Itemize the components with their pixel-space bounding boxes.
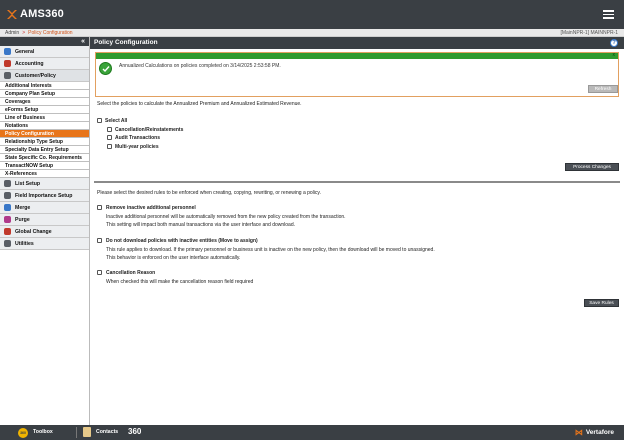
- multi-year-policies-checkbox[interactable]: [107, 144, 112, 149]
- sidebar-item-label: Merge: [15, 204, 31, 211]
- sidebar-subitem-additional-interests[interactable]: Additional Interests: [0, 82, 89, 90]
- contacts-label[interactable]: Contacts: [96, 429, 119, 435]
- breadcrumb: [5, 30, 73, 36]
- sidebar-item-accounting[interactable]: [0, 58, 89, 70]
- rules-intro: Please select the desired rules to be enforced when creating, copying, rewriting, or renewing a policy.: [97, 190, 321, 196]
- calculator-icon: [4, 60, 11, 67]
- audit-transactions-checkbox[interactable]: [107, 135, 112, 140]
- hamburger-menu-icon[interactable]: [603, 10, 614, 19]
- sidebar-subitem-specialty-data-entry-setup[interactable]: Specialty Data Entry Setup: [0, 146, 89, 154]
- help-icon[interactable]: ?: [610, 39, 618, 47]
- breadcrumb-separator: >: [22, 30, 26, 36]
- multi-year-policies-label: Multi-year policies: [115, 144, 159, 150]
- sidebar-item-purge[interactable]: [0, 214, 89, 226]
- cancellation-reinstatements-checkbox[interactable]: [107, 127, 112, 132]
- app-name: AMS360: [20, 8, 64, 20]
- sidebar-subitem-policy-configuration[interactable]: Policy Configuration: [0, 130, 89, 138]
- sidebar-item-list-setup[interactable]: [0, 178, 89, 190]
- audit-transactions-label: Audit Transactions: [115, 135, 161, 141]
- rule-description: When checked this will make the cancellation reason field required: [106, 279, 254, 285]
- sidebar-item-label: General: [15, 48, 35, 55]
- sidebar-subitem-x-references[interactable]: X-References: [0, 170, 89, 178]
- sidebar-item-label: Global Change: [15, 228, 52, 235]
- sidebar-subitem-eforms-setup[interactable]: eForms Setup: [0, 106, 89, 114]
- breadcrumb-bar: [0, 29, 624, 37]
- sidebar-item-label: Utilities: [15, 240, 34, 247]
- remove-inactive-personnel-checkbox[interactable]: [97, 205, 102, 210]
- process-changes-button[interactable]: Process Changes: [565, 163, 619, 171]
- brand-360-mark: 360: [128, 427, 142, 436]
- sidebar-item-global-change[interactable]: [0, 226, 89, 238]
- rule-description: This rule applies to download. If the primary personnel or business unit is inactive on the new policy, then the download will be moved to unassigned.: [106, 247, 435, 253]
- utilities-icon: [4, 240, 11, 247]
- global-change-icon: [4, 228, 11, 235]
- notice-close-icon[interactable]: x: [612, 52, 615, 58]
- purge-icon: [4, 216, 11, 223]
- cancellation-reinstatements-label: Cancellation/Reinstatements: [115, 127, 184, 133]
- app-logo[interactable]: [7, 8, 64, 20]
- bottom-bar: [0, 425, 624, 440]
- cancellation-reason-label: Cancellation Reason: [106, 270, 156, 276]
- sidebar-subitem-transactnow-setup[interactable]: TransactNOW Setup: [0, 162, 89, 170]
- section-divider: [94, 181, 620, 183]
- remove-inactive-personnel-label: Remove inactive additional personnel: [106, 205, 196, 211]
- select-all-checkbox[interactable]: [97, 118, 102, 123]
- breadcrumb-root[interactable]: Admin: [5, 30, 20, 36]
- refresh-button[interactable]: Refresh: [588, 85, 618, 93]
- toolbox-icon[interactable]: 360: [18, 428, 28, 438]
- success-check-icon: [99, 62, 112, 75]
- sidebar-subitem-coverages[interactable]: Coverages: [0, 98, 89, 106]
- sidebar-item-general[interactable]: [0, 46, 89, 58]
- sidebar-item-label: Purge: [15, 216, 30, 223]
- sidebar-item-utilities[interactable]: [0, 238, 89, 250]
- do-not-download-inactive-checkbox[interactable]: [97, 238, 102, 243]
- sidebar-subitem-company-plan-setup[interactable]: Company Plan Setup: [0, 90, 89, 98]
- fields-icon: [4, 192, 11, 199]
- sidebar-subitem-notations[interactable]: Notations: [0, 122, 89, 130]
- sidebar-item-label: Customer/Policy: [15, 72, 56, 79]
- people-icon: [4, 72, 11, 79]
- save-rules-button[interactable]: Save Rules: [584, 299, 619, 307]
- sidebar-subitem-state-specific-requirements[interactable]: State Specific Co. Requirements: [0, 154, 89, 162]
- globe-icon: [4, 48, 11, 55]
- sidebar-item-customer-policy[interactable]: [0, 70, 89, 82]
- annualize-instructions: Select the policies to calculate the Annualized Premium and Annualized Estimated Revenue.: [97, 101, 302, 107]
- agency-indicator: [MainNPR-1] MAINNPR-1: [560, 30, 618, 36]
- notice-message: Annualized Calculations on policies completed on 3/14/2025 2:53:58 PM.: [119, 63, 281, 69]
- success-notice: [95, 52, 619, 97]
- toolbox-label[interactable]: Toolbox: [33, 429, 53, 435]
- vertafore-logo: [575, 428, 614, 437]
- rule-description: This behavior is enforced on the user interface automatically.: [106, 255, 241, 261]
- select-all-label: Select All: [105, 118, 128, 124]
- collapse-sidebar-icon[interactable]: «: [0, 37, 89, 46]
- contacts-icon[interactable]: [83, 427, 91, 437]
- sidebar-subitem-relationship-type-setup[interactable]: Relationship Type Setup: [0, 138, 89, 146]
- cancellation-reason-checkbox[interactable]: [97, 270, 102, 275]
- vertafore-logo-icon: [7, 10, 17, 19]
- do-not-download-inactive-label: Do not download policies with inactive entities (Move to assign): [106, 238, 258, 244]
- page-title: Policy Configuration: [94, 39, 158, 46]
- sidebar-item-label: Field Importance Setup: [15, 192, 73, 199]
- breadcrumb-current: Policy Configuration: [28, 30, 73, 36]
- sidebar-item-field-importance-setup[interactable]: [0, 190, 89, 202]
- merge-icon: [4, 204, 11, 211]
- sidebar-subitem-line-of-business[interactable]: Line of Business: [0, 114, 89, 122]
- page-title-bar: [90, 37, 624, 49]
- rule-description: Inactive additional personnel will be automatically removed from the new policy created from the transaction.: [106, 214, 346, 220]
- vertafore-label: Vertafore: [585, 429, 614, 436]
- vertafore-mark-icon: ⋈: [574, 428, 583, 437]
- sidebar-item-merge[interactable]: [0, 202, 89, 214]
- sidebar-item-label: List Setup: [15, 180, 41, 187]
- main-content: [90, 37, 624, 425]
- notice-header: [96, 53, 618, 59]
- rule-description: This setting will impact both manual transactions via the user interface and download.: [106, 222, 295, 228]
- sidebar-item-label: Accounting: [15, 60, 44, 67]
- sidebar: [0, 37, 90, 425]
- bottom-separator: [76, 427, 77, 438]
- top-bar: [0, 0, 624, 29]
- list-icon: [4, 180, 11, 187]
